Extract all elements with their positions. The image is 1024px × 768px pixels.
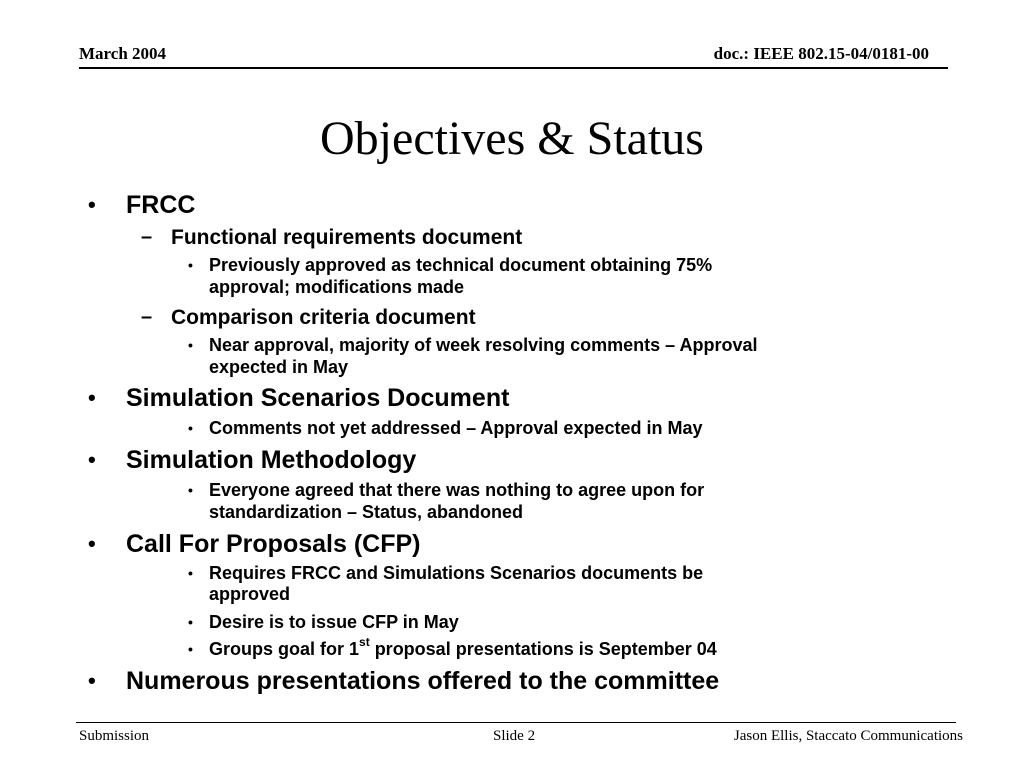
bullet-marker: • <box>188 641 193 657</box>
note-cfp-goal-suffix: proposal presentations is September 04 <box>369 639 717 659</box>
bullet-marker: • <box>88 531 96 556</box>
note-simulation-scenarios: Comments not yet addressed – Approval expected in May <box>209 418 703 438</box>
header-divider <box>79 67 948 69</box>
bullet-marker: • <box>88 385 96 410</box>
sub-bullet-comparison-criteria: Comparison criteria document <box>171 306 476 329</box>
dash-marker: – <box>141 306 153 328</box>
note-comparison-criteria-line-2: expected in May <box>209 357 349 377</box>
note-cfp-goal <box>209 635 717 660</box>
note-simulation-methodology-line-1: Everyone agreed that there was nothing to agree upon for <box>209 480 705 500</box>
dash-marker: – <box>141 226 153 248</box>
bullet-simulation-scenarios: Simulation Scenarios Document <box>126 384 510 412</box>
bullet-marker: • <box>188 565 193 581</box>
bullet-frcc: FRCC <box>126 191 196 219</box>
header-doc-id: doc.: IEEE 802.15-04/0181-00 <box>713 44 929 63</box>
note-functional-requirements-line-2: approval; modifications made <box>209 277 465 297</box>
note-cfp-requirements-line-1: Requires FRCC and Simulations Scenarios documents be <box>209 563 704 583</box>
note-cfp-issue-date: Desire is to issue CFP in May <box>209 612 459 632</box>
bullet-marker: • <box>88 192 96 217</box>
footer-slide-number: Slide 2 <box>493 728 536 744</box>
header-date: March 2004 <box>79 44 167 63</box>
bullet-marker: • <box>188 614 193 630</box>
note-comparison-criteria-line-1: Near approval, majority of week resolving comments – Approval <box>209 335 758 355</box>
sub-bullet-functional-requirements: Functional requirements document <box>171 226 523 249</box>
note-functional-requirements-line-1: Previously approved as technical document obtaining 75% <box>209 255 713 275</box>
footer-author: Jason Ellis, Staccato Communications <box>733 728 963 744</box>
bullet-marker: • <box>88 447 96 472</box>
bullet-marker: • <box>188 257 193 273</box>
bullet-simulation-methodology: Simulation Methodology <box>126 446 417 474</box>
slide-title: Objectives & Status <box>320 112 704 165</box>
note-simulation-methodology-line-2: standardization – Status, abandoned <box>209 502 524 522</box>
note-cfp-requirements-line-2: approved <box>209 584 291 604</box>
bullet-marker: • <box>188 337 193 353</box>
bullet-marker: • <box>88 668 96 693</box>
bullet-marker: • <box>188 482 193 498</box>
footer-divider <box>76 722 956 723</box>
bullet-presentations: Numerous presentations offered to the committee <box>126 667 720 695</box>
footer-submission: Submission <box>79 728 150 744</box>
note-cfp-goal-prefix: Groups goal for 1 <box>209 639 360 659</box>
bullet-marker: • <box>188 420 193 436</box>
note-cfp-goal-superscript: st <box>359 635 370 649</box>
bullet-call-for-proposals: Call For Proposals (CFP) <box>126 530 421 558</box>
